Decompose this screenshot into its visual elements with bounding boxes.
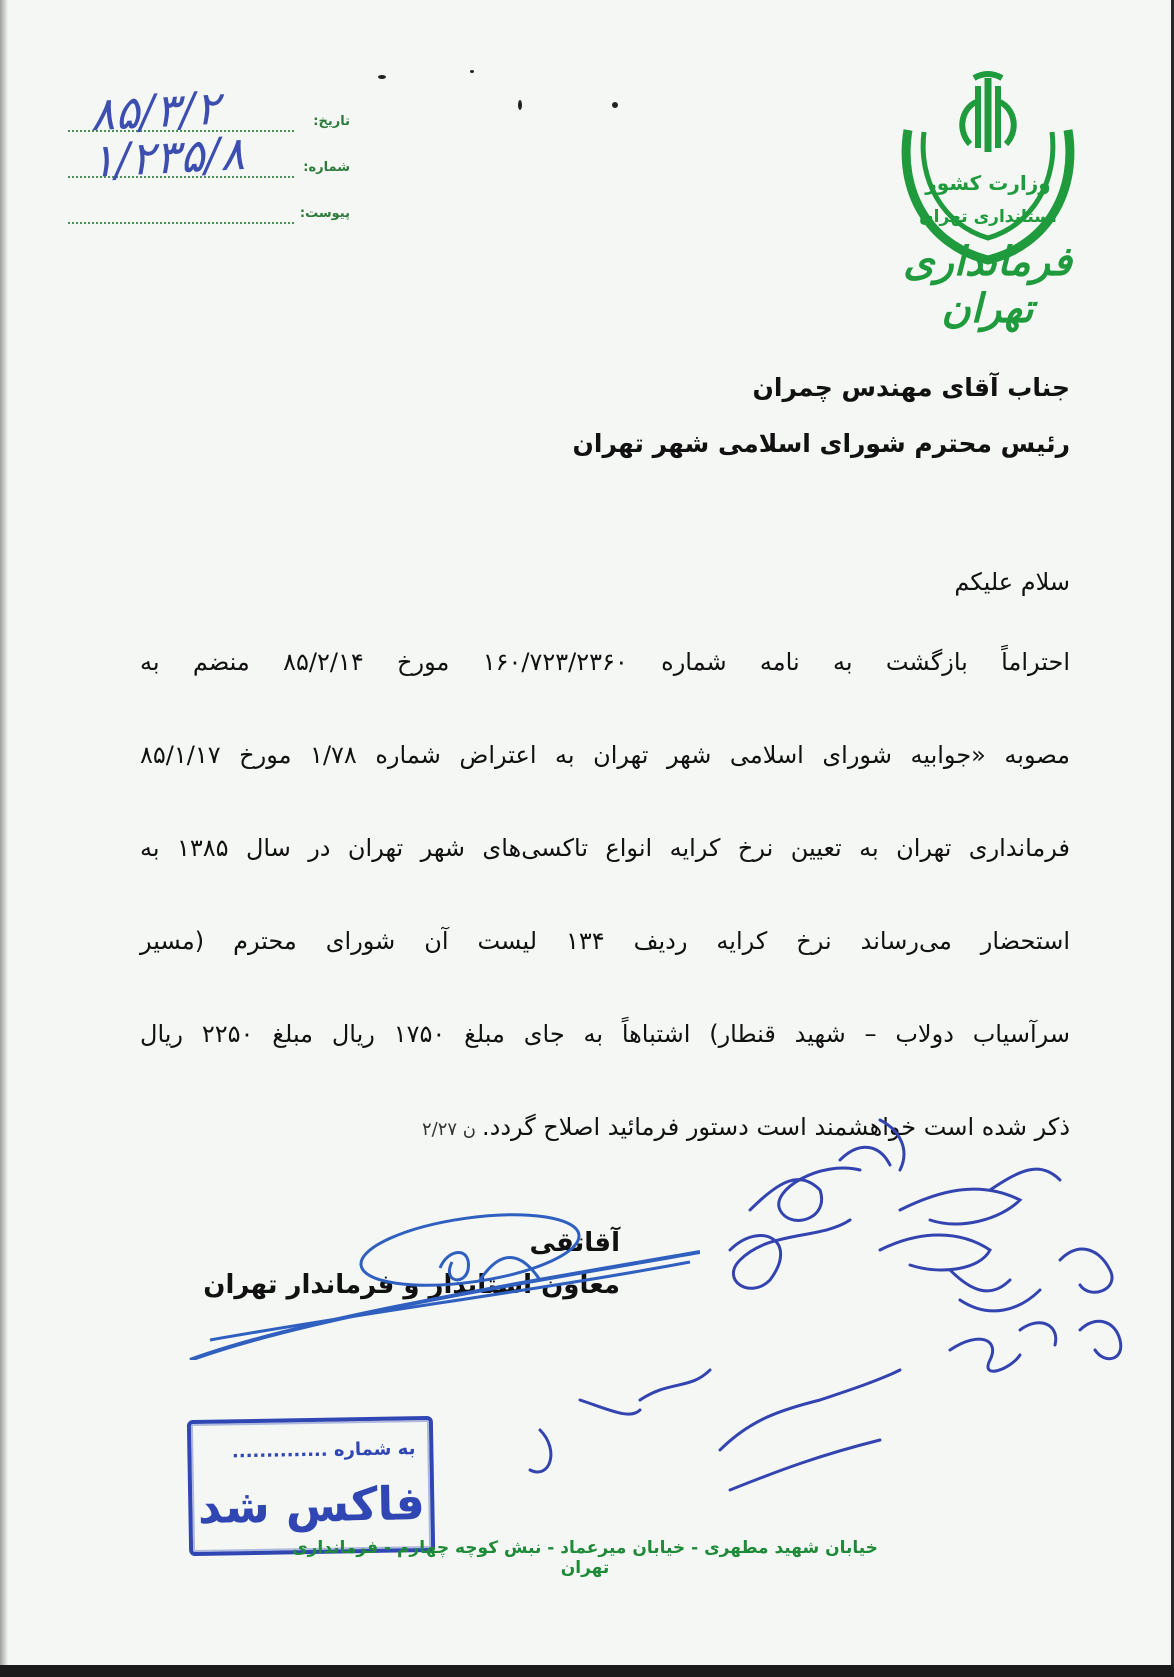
handwritten-annotations [520,1100,1160,1520]
province-label: استانداری تهران [919,207,1057,227]
footer-address: خیابان شهید مطهری - خیابان میرعماد - نبش کوچه چهارم - فرمانداری تهران [292,1538,878,1578]
margin-note: ن ۲/۲۷ [421,1119,476,1140]
date-handwritten: ۸۵/۳/۲ [88,80,222,142]
greeting: سلام علیکم [954,568,1070,596]
number-label: شماره: [303,160,350,175]
addressee-block [370,360,1070,472]
organization-name: فرمانداری تهران [903,238,1072,332]
number-handwritten: ۱/۲۳۵/۸ [88,125,246,189]
attachment-row [60,192,350,238]
handwriting-scribbles-icon [520,1100,1160,1520]
ministry-label: وزارت کشور [925,171,1051,195]
addressee-name: جناب آقای مهندس چمران [752,373,1070,402]
body-line: استحضار می‌رساند نرخ کرایه ردیف ۱۳۴ لیست آن شورای محترم (مسیر [140,927,1070,955]
dotted-line [68,222,294,224]
scan-speck [378,75,386,79]
scan-speck [518,100,522,110]
signatory-title: معاون استاندار و فرماندار تهران [203,1270,620,1300]
scan-speck [612,102,618,108]
number-row [60,125,350,192]
body-line: فرمانداری تهران به تعیین نرخ کرایه انواع تاکسی‌های شهر تهران در سال ۱۳۸۵ به [140,834,1070,862]
stamp-fax-sent: فاکس شد [197,1476,426,1534]
stamp-number-line: به شماره .............. [231,1438,416,1463]
signatory-name: آقاتقی [529,1228,620,1258]
addressee-title: رئیس محترم شورای اسلامی شهر تهران [572,429,1070,458]
scan-speck [470,70,474,73]
fax-stamp [187,1416,435,1556]
body-line: مصوبه «جوابیه شورای اسلامی شهر تهران به اعتراض شماره ۱/۷۸ مورخ ۸۵/۱/۱۷ [140,741,1071,769]
body-line: سرآسیاب دولاب – شهید قنطار) اشتباهاً به جای مبلغ ۱۷۵۰ ریال مبلغ ۲۲۵۰ ریال [140,1020,1070,1048]
letter-meta [60,80,350,238]
body-line-text: ذکر شده است خواهشمند است دستور فرمائید اصلاح گردد. [482,1113,1070,1141]
scan-edge-bottom [0,1665,1174,1677]
body-line: احتراماً بازگشت به نامه شماره ۱۶۰/۷۲۳/۲۳۶۰ مورخ ۸۵/۲/۱۴ منضم به [140,648,1070,676]
date-label: تاریخ: [313,114,350,129]
scan-edge-shadow [0,0,8,1677]
attachment-label: پیوست: [299,206,350,221]
